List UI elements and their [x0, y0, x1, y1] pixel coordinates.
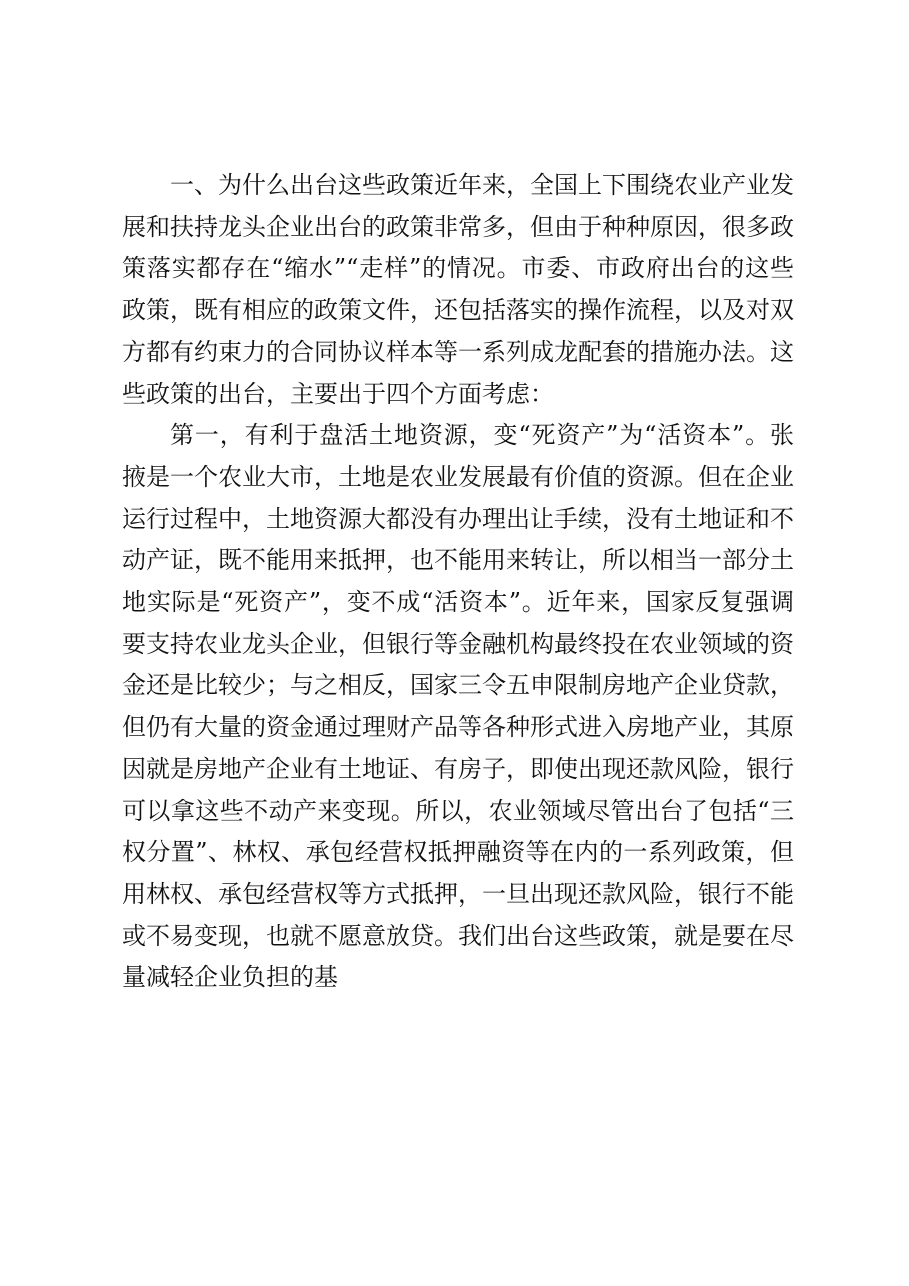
document-body: [122, 165, 794, 999]
paragraph-intro: 一、为什么出台这些政策近年来，全国上下围绕农业产业发展和扶持龙头企业出台的政策非常多，但由于种种原因，很多政策落实都存在“缩水”“走样”的情况。市委、市政府出台的这些政策，既有相应的政策文件，还包括落实的操作流程，以及对双方都有约束力的合同协议样本等一系列成龙配套的措施办法。这些政策的出台，主要出于四个方面考虑：: [122, 171, 794, 408]
paragraph-point-one: 第一，有利于盘活土地资源，变“死资产”为“活资本”。张掖是一个农业大市，土地是农业发展最有价值的资源。但在企业运行过程中，土地资源大都没有办理出让手续，没有土地证和不动产证，既不能用来抵押，也不能用来转让，所以相当一部分土地实际是“死资产”，变不成“活资本”。近年来，国家反复强调要支持农业龙头企业，但银行等金融机构最终投在农业领域的资金还是比较少；与之相反，国家三令五申限制房地产企业贷款，但仍有大量的资金通过理财产品等各种形式进入房地产业，其原因就是房地产企业有土地证、有房子，即使出现还款风险，银行可以拿这些不动产来变现。所以，农业领域尽管出台了包括“三权分置”、林权、承包经营权抵押融资等在内的一系列政策，但用林权、承包经营权等方式抵押，一旦出现还款风险，银行不能或不易变现，也就不愿意放贷。我们出台这些政策，就是要在尽量减轻企业负担的基: [122, 421, 794, 992]
